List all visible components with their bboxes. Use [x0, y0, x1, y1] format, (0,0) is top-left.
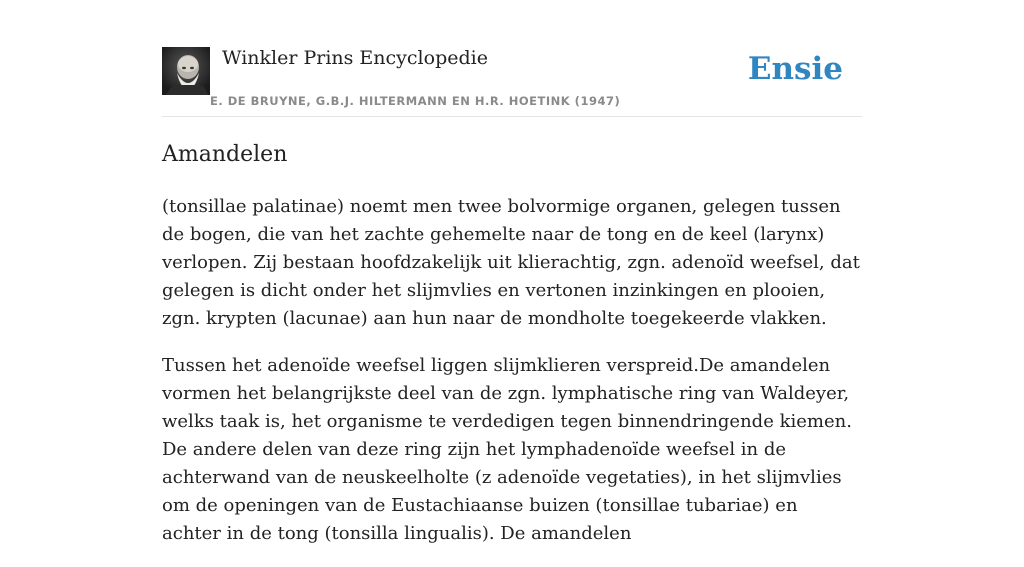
article-body [162, 193, 862, 567]
site-subtitle: E. DE BRUYNE, G.B.J. HILTERMANN EN H.R. HOETINK (1947) [210, 94, 621, 108]
article-paragraph: (tonsillae palatinae) noemt men twee bolvormige organen, gelegen tussen de bogen, die van het zachte gehemelte naar de tong en de keel (larynx) verlopen. Zij bestaan hoofdzakelijk uit klierachtig, zgn. adenoïd weefsel, dat gelegen is dicht onder het slijmvlies en vertonen inzinkingen en plooien, zgn. krypten (lacunae) aan hun naar de mondholte toegekeerde vlakken. [162, 196, 860, 329]
article-title: Amandelen [162, 142, 288, 167]
brand-logo[interactable]: Ensie [747, 51, 843, 87]
site-header [162, 0, 862, 117]
site-title[interactable]: Winkler Prins Encyclopedie [222, 47, 488, 69]
article-paragraph: Tussen het adenoïde weefsel liggen slijmklieren verspreid.De amandelen vormen het belangrijkste deel van de zgn. lymphatische ring van Waldeyer, welks taak is, het organisme te verdedigen tegen binnendringende kiemen. De andere delen van deze ring zijn het lymphadenoïde weefsel in de achterwand van de neuskeelholte (z adenoïde vegetaties), in het slijmvlies om de openingen van de Eustachiaanse buizen (tonsillae tubariae) en achter in de tong (tonsilla lingualis). De amandelen [162, 355, 852, 544]
author-portrait-icon[interactable] [162, 47, 210, 95]
content-column [162, 0, 862, 544]
